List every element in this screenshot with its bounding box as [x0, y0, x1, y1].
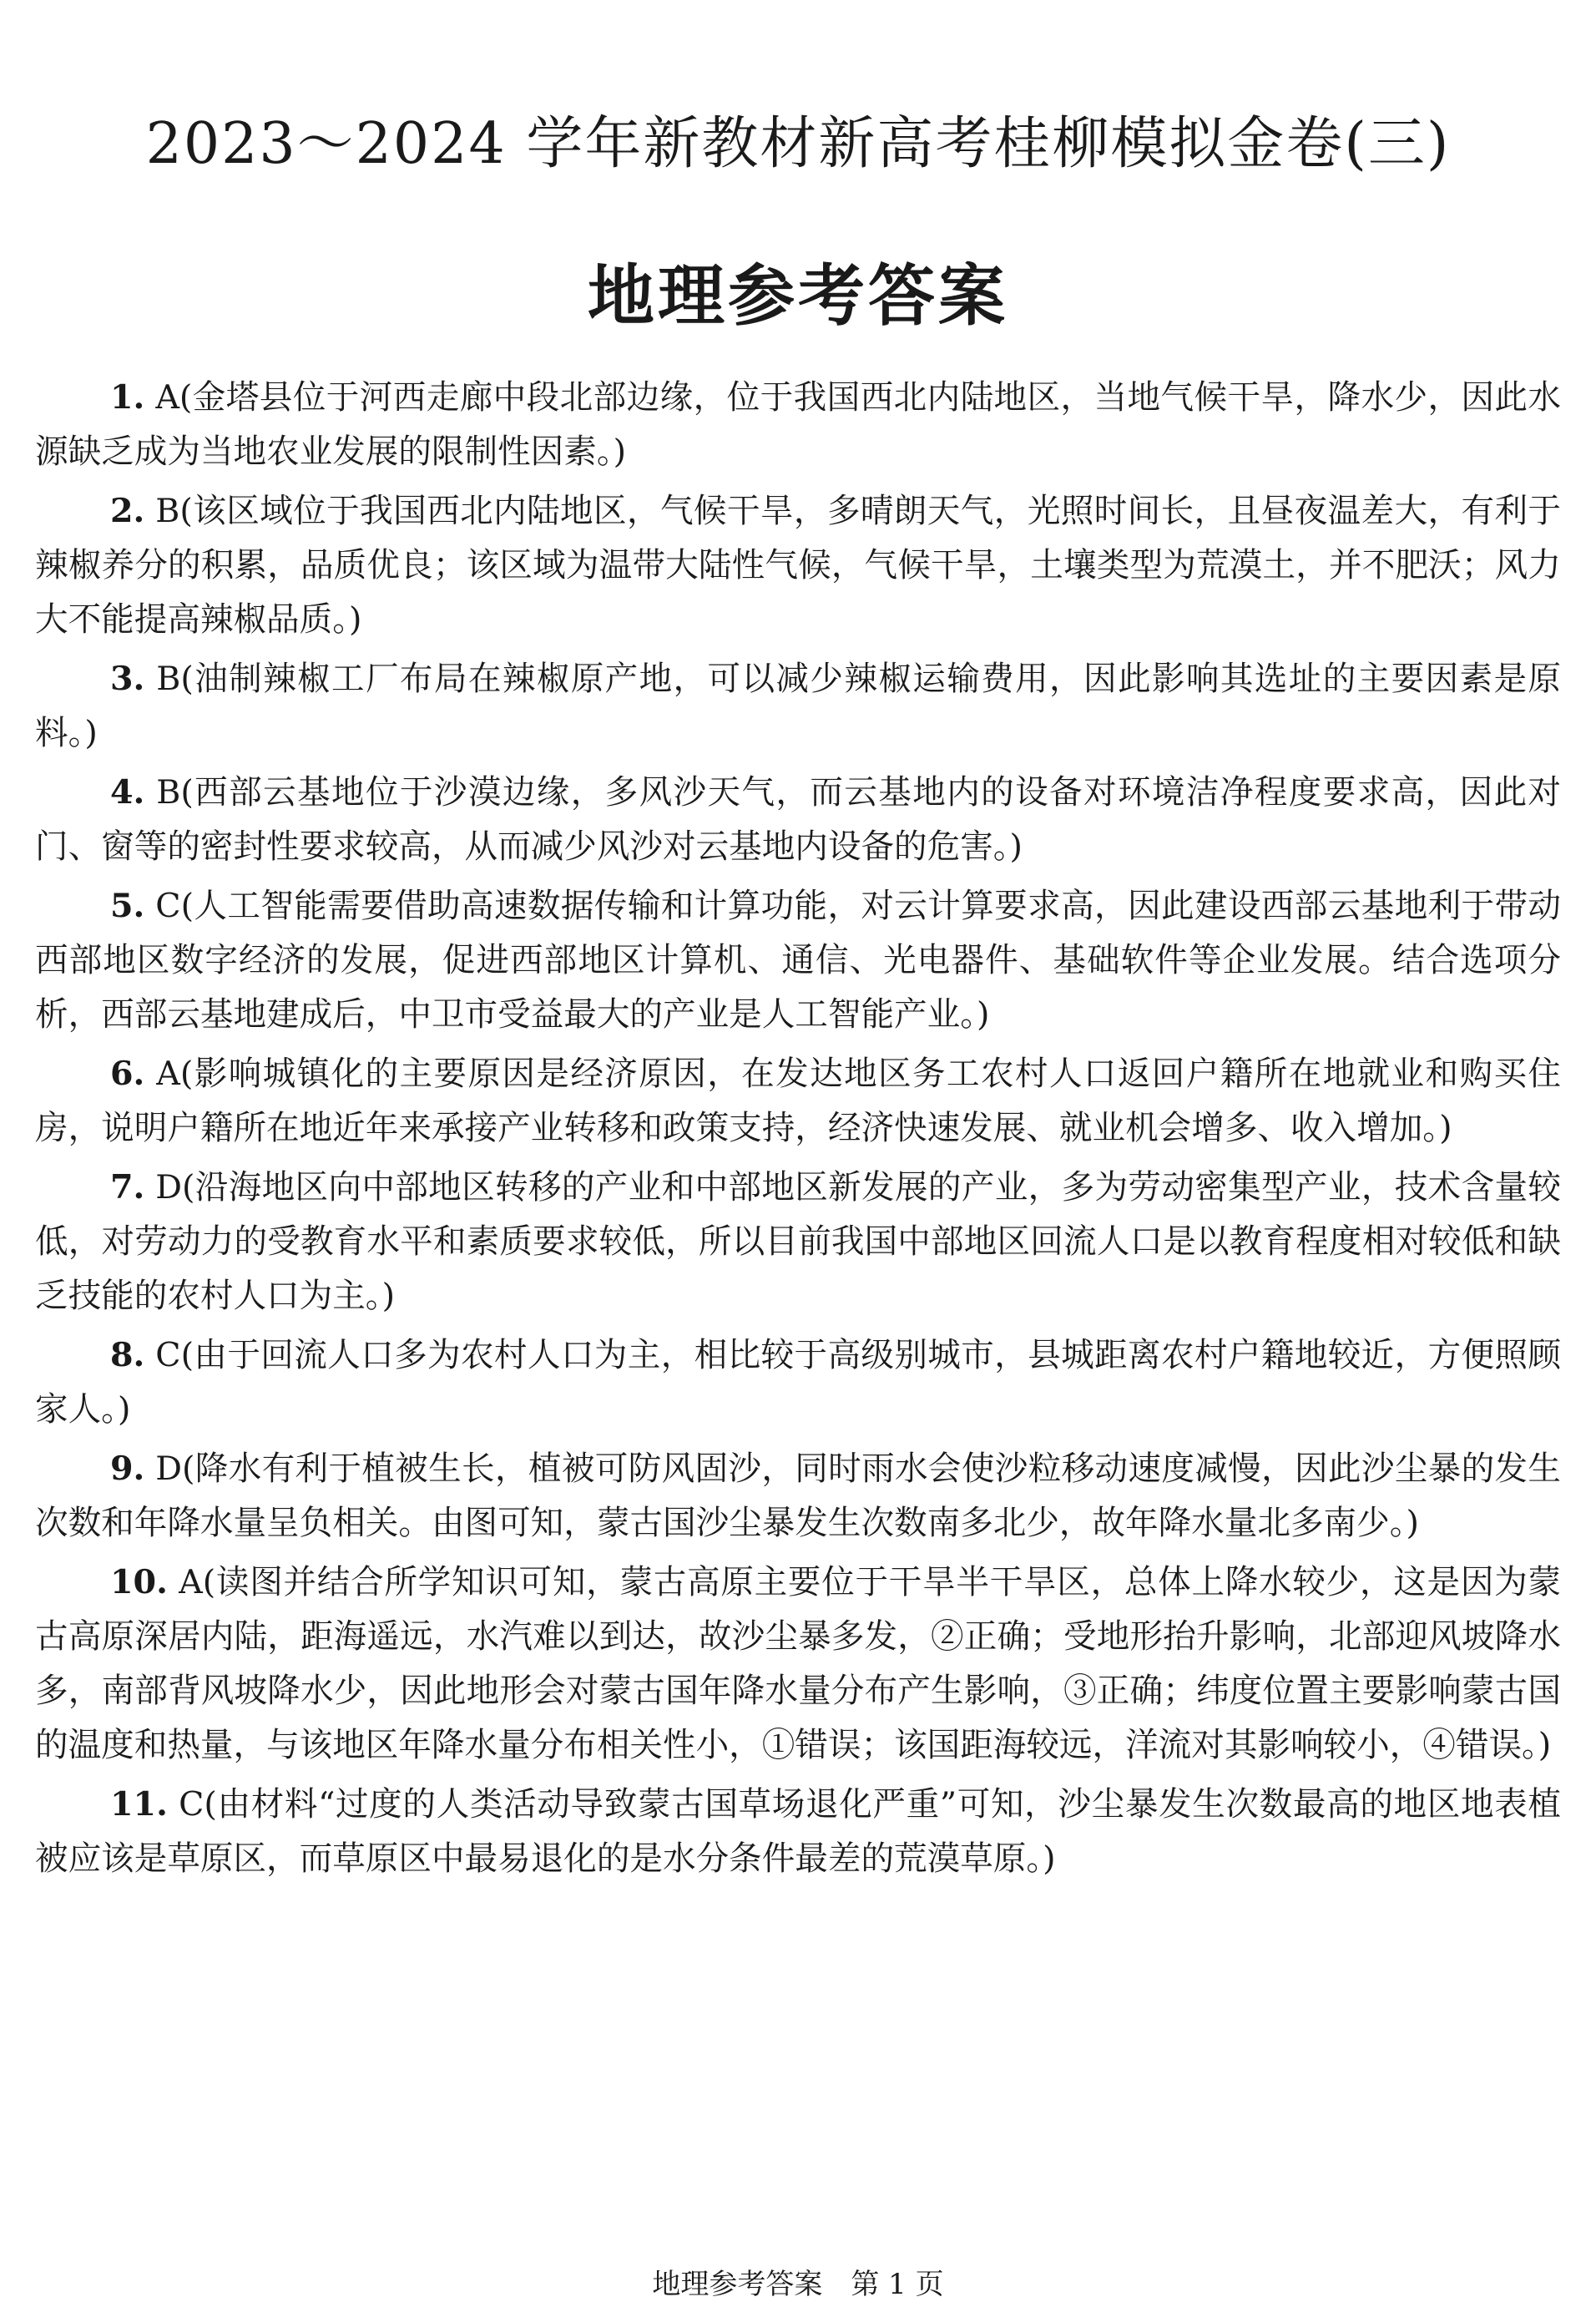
answer-number: 8. [110, 1336, 145, 1374]
answer-text: D(降水有利于植被生长，植被可防风固沙，同时雨水会使沙粒移动速度减慢，因此沙尘暴的发生次数和年降水量呈负相关。由图可知，蒙古国沙尘暴发生次数南多北少，故年降水量北多南少。) [35, 1449, 1561, 1542]
answer-item-9 [35, 1442, 1561, 1551]
answer-list [35, 371, 1561, 1891]
answer-number: 9. [110, 1449, 145, 1488]
answer-item-10 [35, 1556, 1561, 1773]
answer-number: 7. [110, 1168, 145, 1207]
answer-item-4 [35, 766, 1561, 874]
answer-text: A(金塔县位于河西走廊中段北部边缘，位于我国西北内陆地区，当地气候干旱，降水少，因此水源缺乏成为当地农业发展的限制性因素。) [35, 378, 1561, 471]
answer-number: 5. [110, 887, 145, 925]
answer-number: 10. [110, 1563, 168, 1601]
answer-text: A(读图并结合所学知识可知，蒙古高原主要位于干旱半干旱区，总体上降水较少，这是因为蒙古高原深居内陆，距海遥远，水汽难以到达，故沙尘暴多发，②正确；受地形抬升影响，北部迎风坡降水多，南部背风坡降水少，因此地形会对蒙古国年降水量分布产生影响，③正确；纬度位置主要影响蒙古国的温度和热量，与该地区年降水量分布相关性小，①错误；该国距海较远，洋流对其影响较小，④错误。) [35, 1563, 1561, 1764]
answer-text: C(由于回流人口多为农村人口为主，相比较于高级别城市，县城距离农村户籍地较近，方便照顾家人。) [35, 1336, 1561, 1429]
exam-title: 2023～2024 学年新教材新高考桂柳模拟金卷(三) [145, 111, 1451, 177]
answer-text: B(西部云基地位于沙漠边缘，多风沙天气，而云基地内的设备对环境洁净程度要求高，因此对门、窗等的密封性要求较高，从而减少风沙对云基地内设备的危害。) [35, 773, 1561, 866]
page-footer: 地理参考答案 第 1 页 [652, 2268, 944, 2301]
answer-number: 1. [110, 378, 145, 417]
answer-text: C(人工智能需要借助高速数据传输和计算功能，对云计算要求高，因此建设西部云基地利于带动西部地区数字经济的发展，促进西部地区计算机、通信、光电器件、基础软件等企业发展。结合选项分析，西部云基地建成后，中卫市受益最大的产业是人工智能产业。) [35, 887, 1561, 1034]
answer-text: C(由材料“过度的人类活动导致蒙古国草场退化严重”可知，沙尘暴发生次数最高的地区地表植被应该是草原区，而草原区中最易退化的是水分条件最差的荒漠草原。) [35, 1785, 1561, 1878]
answer-text: D(沿海地区向中部地区转移的产业和中部地区新发展的产业，多为劳动密集型产业，技术含量较低，对劳动力的受教育水平和素质要求较低，所以目前我国中部地区回流人口是以教育程度相对较低和缺乏技能的农村人口为主。) [35, 1168, 1561, 1315]
answer-item-6 [35, 1047, 1561, 1156]
answer-text: B(油制辣椒工厂布局在辣椒原产地，可以减少辣椒运输费用，因此影响其选址的主要因素是原料。) [35, 660, 1561, 752]
answer-item-1 [35, 371, 1561, 479]
answer-item-7 [35, 1161, 1561, 1323]
answer-item-3 [35, 652, 1561, 761]
answer-text: A(影响城镇化的主要原因是经济原因，在发达地区务工农村人口返回户籍所在地就业和购买住房，说明户籍所在地近年来承接产业转移和政策支持，经济快速发展、就业机会增多、收入增加。) [35, 1055, 1561, 1147]
answer-item-11 [35, 1778, 1561, 1886]
answer-item-8 [35, 1328, 1561, 1437]
answer-number: 6. [110, 1055, 145, 1093]
document-title: 地理参考答案 [588, 257, 1008, 335]
answer-item-5 [35, 879, 1561, 1042]
answer-item-2 [35, 484, 1561, 647]
answer-number: 3. [110, 660, 145, 698]
answer-number: 4. [110, 773, 145, 812]
answer-number: 11. [110, 1785, 168, 1824]
answer-number: 2. [110, 492, 145, 530]
answer-text: B(该区域位于我国西北内陆地区，气候干旱，多晴朗天气，光照时间长，且昼夜温差大，有利于辣椒养分的积累，品质优良；该区域为温带大陆性气候，气候干旱，土壤类型为荒漠土，并不肥沃；风力大不能提高辣椒品质。) [35, 492, 1561, 639]
